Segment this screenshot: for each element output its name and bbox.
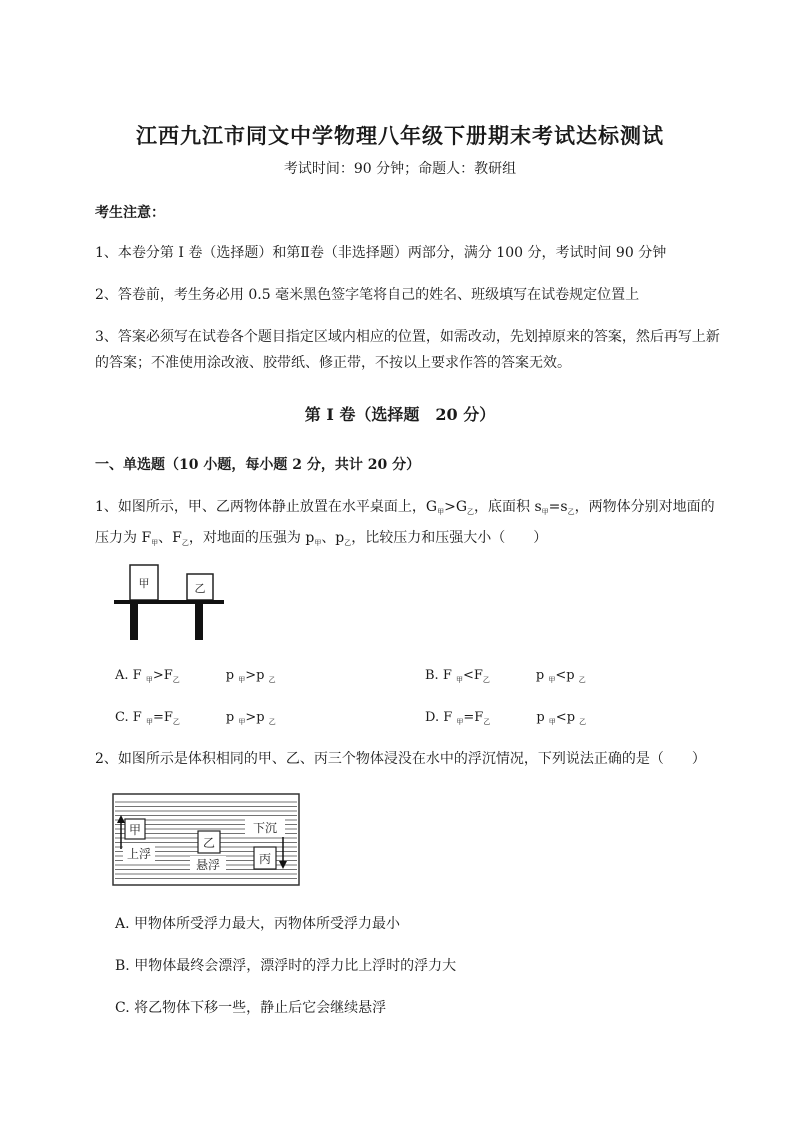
object-jia-label: 甲 (128, 823, 142, 837)
notice-heading: 考生注意： (95, 205, 165, 221)
q2-option-a[interactable]: A. 甲物体所受浮力最大，丙物体所受浮力最小 (115, 916, 401, 932)
table-leg-right (195, 604, 203, 640)
object-yi-label: 乙 (202, 836, 216, 850)
object-bing-label: 丙 (258, 852, 272, 866)
section-title: 第 I 卷（选择题 20 分） (304, 405, 496, 424)
q1-option-d[interactable]: D. F $_甲=F_乙$ p $_甲$<p $_乙$ (425, 710, 587, 726)
table-top (114, 600, 224, 604)
question-1-text: 1、如图所示，甲、乙两物体静止放置在水平桌面上，$G_甲>G_乙$，底面积 $s_甲=s_乙$，两物体分别对地面的 压力为 $F_甲$、$F_乙$，对地面的压强为 $p_甲$、$p_乙$，比较压力和压强大小（ ） (95, 499, 715, 547)
exam-title: 江西九江市同文中学物理八年级下册期末考试达标测试 (136, 123, 664, 148)
question-2-text: 2、如图所示是体积相同的甲、乙、丙三个物体浸没在水中的浮沉情况，下列说法正确的是（ ） (95, 751, 706, 767)
q1-option-b[interactable]: B. F $_甲<F_乙$ p $_甲$<p $_乙$ (425, 668, 586, 684)
label-hover: 悬浮 (195, 858, 221, 872)
q1-option-a[interactable]: A. F $_甲>F_乙$ p $_甲$>p $_乙$ (115, 668, 276, 684)
question-1-figure (108, 562, 228, 642)
q1-option-c[interactable]: C. F $_甲=F_乙$ p $_甲$>p $_乙$ (115, 710, 276, 726)
q2-option-b[interactable]: B. 甲物体最终会漂浮，漂浮时的浮力比上浮时的浮力大 (115, 958, 457, 974)
label-up: 上浮 (126, 847, 152, 861)
exam-subtitle: 考试时间：90 分钟；命题人：教研组 (283, 161, 517, 177)
block-jia-label: 甲 (138, 577, 150, 590)
notice-item-3: 3、答案必须写在试卷各个题目指定区域内相应的位置，如需改动，先划掉原来的答案，然后再写上新的答案；不准使用涂改液、胶带纸、修正带，不按以上要求作答的答案无效。 (95, 329, 720, 371)
question-2-figure (112, 793, 302, 888)
question-group-title: 一、单选题（10 小题，每小题 2 分，共计 20 分） (95, 457, 421, 473)
notice-item-1: 1、本卷分第 I 卷（选择题）和第Ⅱ卷（非选择题）两部分，满分 100 分，考试时间 90 分钟 (95, 245, 667, 261)
notice-item-2: 2、答卷前，考生务必用 0.5 毫米黑色签字笔将自己的姓名、班级填写在试卷规定位置上 (95, 287, 640, 303)
q2-option-c[interactable]: C. 将乙物体下移一些，静止后它会继续悬浮 (115, 1000, 387, 1016)
table-leg-left (130, 604, 138, 640)
block-yi-label: 乙 (194, 582, 206, 595)
label-down: 下沉 (252, 821, 278, 835)
